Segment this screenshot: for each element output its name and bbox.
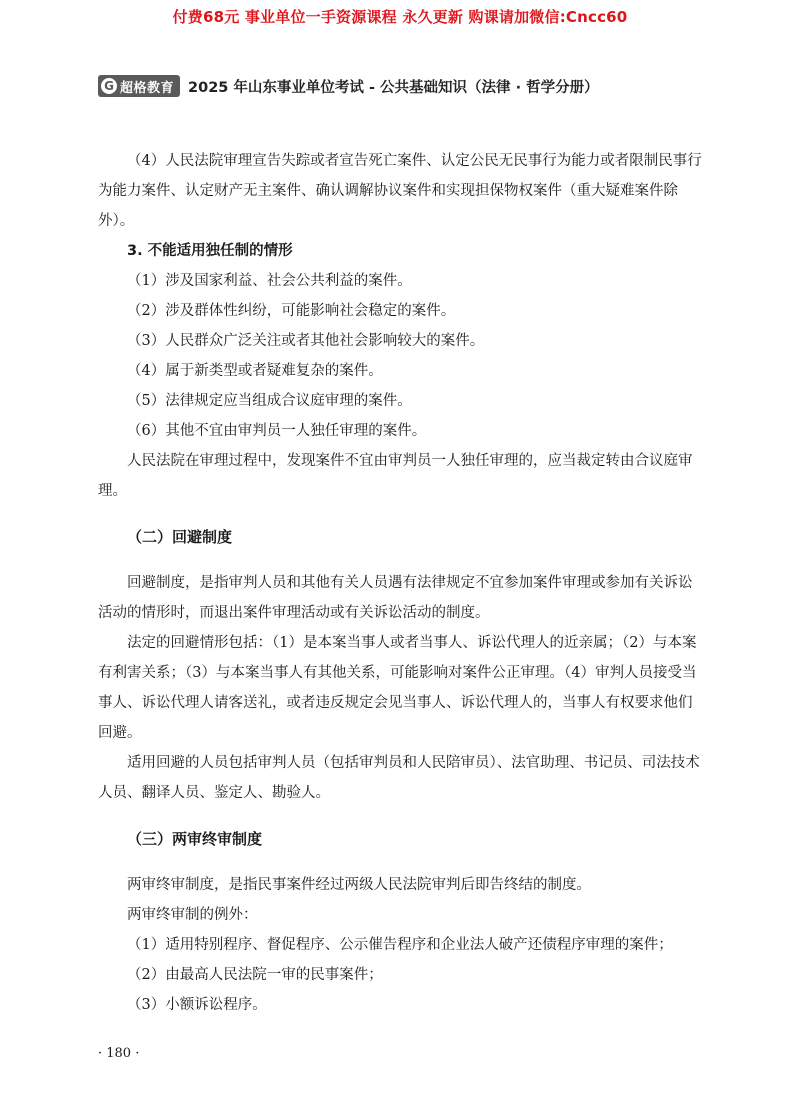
list-item: （1）涉及国家利益、社会公共利益的案件。 xyxy=(127,273,412,289)
list-item: （6）其他不宜由审判员一人独任审理的案件。 xyxy=(127,423,427,439)
paragraph: 两审终审制度，是指民事案件经过两级人民法院审判后即告终结的制度。 xyxy=(127,877,591,893)
document-body xyxy=(98,146,702,1020)
page-number: · 180 · xyxy=(98,1046,140,1061)
section-heading: （二）回避制度 xyxy=(127,528,233,546)
logo-mark-icon: G xyxy=(101,78,117,94)
brand-logo xyxy=(98,75,180,97)
page-header xyxy=(98,75,599,97)
list-item: （4）属于新类型或者疑难复杂的案件。 xyxy=(127,363,383,379)
list-item: （5）法律规定应当组成合议庭审理的案件。 xyxy=(127,393,412,409)
paragraph: 人民法院在审理过程中，发现案件不宜由审判员一人独任审理的，应当裁定转由合议庭审理。 xyxy=(98,453,693,499)
list-item: （2）涉及群体性纠纷，可能影响社会稳定的案件。 xyxy=(127,303,456,319)
list-item: （2）由最高人民法院一审的民事案件； xyxy=(127,967,383,983)
list-item: （3）小额诉讼程序。 xyxy=(127,997,267,1013)
header-title: 2025 年山东事业单位考试 - 公共基础知识（法律 · 哲学分册） xyxy=(188,79,599,96)
paragraph: 适用回避的人员包括审判人员（包括审判员和人民陪审员）、法官助理、书记员、司法技术人员、翻译人员、鉴定人、勘验人。 xyxy=(98,755,700,801)
paragraph: 法定的回避情形包括：（1）是本案当事人或者当事人、诉讼代理人的近亲属；（2）与本案有利害关系；（3）与本案当事人有其他关系，可能影响对案件公正审理。（4）审判人员接受当事人、诉讼代理人请客送礼，或者违反规定会见当事人、诉讼代理人的，当事人有权要求他们回避。 xyxy=(98,635,697,741)
paragraph: 两审终审制的例外： xyxy=(127,907,258,923)
paragraph: 回避制度，是指审判人员和其他有关人员遇有法律规定不宜参加案件审理或参加有关诉讼活动的情形时，而退出案件审理活动或有关诉讼活动的制度。 xyxy=(98,575,693,621)
paragraph: （4）人民法院审理宣告失踪或者宣告死亡案件、认定公民无民事行为能力或者限制民事行为能力案件、认定财产无主案件、确认调解协议案件和实现担保物权案件（重大疑难案件除外）。 xyxy=(98,153,702,229)
logo-text: 超格教育 xyxy=(120,80,175,96)
promo-banner: 付费68元 事业单位一手资源课程 永久更新 购课请加微信:Cncc60 xyxy=(172,8,628,26)
section-heading: （三）两审终审制度 xyxy=(127,830,263,848)
list-item: （3）人民群众广泛关注或者其他社会影响较大的案件。 xyxy=(127,333,485,349)
list-item: （1）适用特别程序、督促程序、公示催告程序和企业法人破产还债程序审理的案件； xyxy=(127,937,673,953)
subheading: 3. 不能适用独任制的情形 xyxy=(127,243,293,259)
